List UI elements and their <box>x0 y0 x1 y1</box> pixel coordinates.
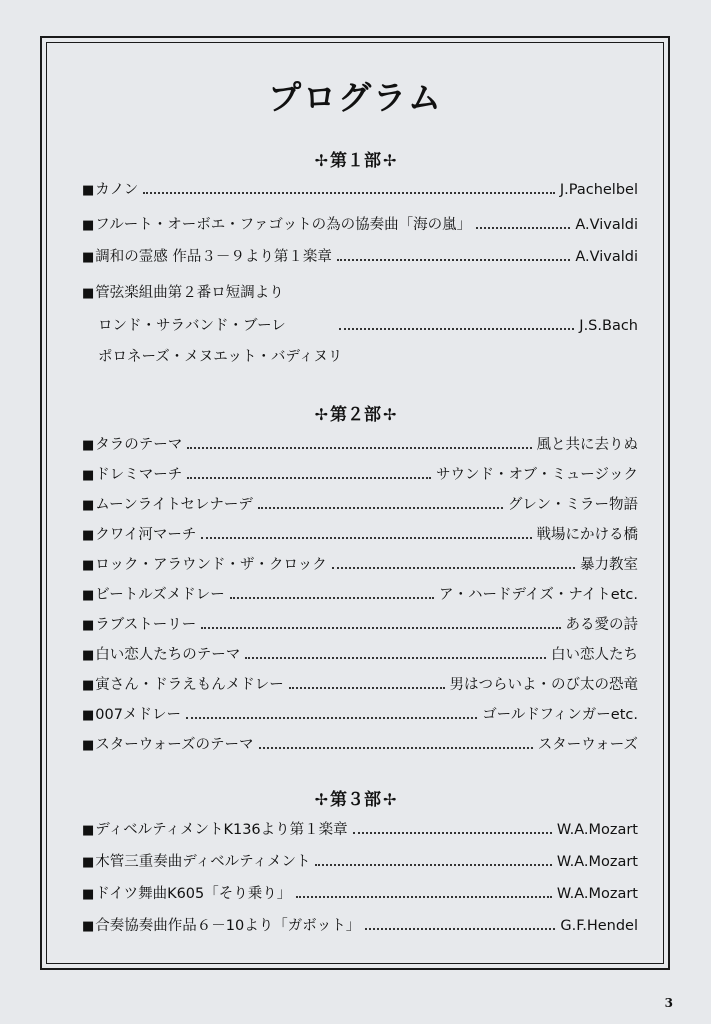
leader-dots <box>296 883 552 898</box>
leader-dots <box>476 214 570 229</box>
list-item <box>82 818 638 840</box>
part-2-heading <box>0 400 711 425</box>
part-1-title: 第１部 <box>330 151 381 171</box>
film-title: ゴールドフィンガーetc. <box>482 707 638 723</box>
composer: J.Pachelbel <box>559 182 638 198</box>
ornament-icon: ✢ <box>383 151 397 170</box>
list-item <box>82 914 638 936</box>
bullet-icon: ■ <box>82 738 95 753</box>
part-3-heading <box>0 785 711 810</box>
piece-title: クワイ河マーチ <box>95 527 197 543</box>
part-3-title: 第３部 <box>330 790 381 810</box>
list-item <box>82 733 638 755</box>
page-title: プログラム <box>268 78 443 117</box>
bullet-icon: ■ <box>82 588 95 603</box>
page-number: 3 <box>664 996 673 1010</box>
leader-dots <box>187 434 531 449</box>
list-item <box>82 643 638 665</box>
piece-title: ポロネーズ・メヌエット・バディヌリ <box>98 349 343 365</box>
leader-dots <box>337 246 570 261</box>
bullet-icon: ■ <box>82 919 95 934</box>
leader-dots <box>201 614 560 629</box>
part-1-heading <box>0 146 711 171</box>
piece-title: 管弦楽組曲第２番ロ短調より <box>95 285 284 301</box>
piece-title: ロック・アラウンド・ザ・クロック <box>95 557 327 573</box>
composer: J.S.Bach <box>579 318 638 334</box>
piece-title: ムーンライトセレナーデ <box>95 497 253 513</box>
film-title: 暴力教室 <box>580 557 638 573</box>
piece-title: 木管三重奏曲ディベルティメント <box>95 854 311 870</box>
list-item <box>82 523 638 545</box>
piece-title: ドレミマーチ <box>95 467 183 483</box>
piece-title: 007メドレー <box>95 707 181 723</box>
bullet-icon: ■ <box>82 250 95 265</box>
leader-dots <box>245 644 546 659</box>
bullet-icon: ■ <box>82 648 95 663</box>
leader-dots <box>353 819 552 834</box>
film-title: 男はつらいよ・のび太の恐竜 <box>449 677 638 693</box>
leader-dots <box>332 554 575 569</box>
leader-dots <box>365 915 555 930</box>
bullet-icon: ■ <box>82 498 95 513</box>
film-title: サウンド・オブ・ミュージック <box>436 467 638 483</box>
list-item <box>82 213 638 235</box>
film-title: 白い恋人たち <box>551 647 638 663</box>
list-item <box>82 433 638 455</box>
piece-title: ディベルティメントK136より第１楽章 <box>95 822 348 838</box>
bullet-icon: ■ <box>82 218 95 233</box>
list-item <box>82 673 638 695</box>
film-title: 風と共に去りぬ <box>536 437 638 453</box>
leader-dots <box>315 851 551 866</box>
bullet-icon: ■ <box>82 468 95 483</box>
piece-title: ドイツ舞曲K605「そり乗り」 <box>95 886 292 902</box>
film-title: ア・ハードデイズ・ナイトetc. <box>438 587 638 603</box>
piece-title: タラのテーマ <box>95 437 183 453</box>
composer: W.A.Mozart <box>556 822 638 838</box>
piece-title: スターウォーズのテーマ <box>95 737 254 753</box>
film-title: ある愛の詩 <box>565 617 638 633</box>
leader-dots <box>143 179 555 194</box>
piece-title: フルート・オーボエ・ファゴットの為の協奏曲「海の嵐」 <box>95 217 472 233</box>
piece-title: 寅さん・ドラえもんメドレー <box>95 677 284 693</box>
ornament-icon: ✢ <box>314 790 328 809</box>
film-title: スターウォーズ <box>537 737 638 753</box>
list-item <box>82 463 638 485</box>
piece-title: 合奏協奏曲作品６－10より「ガボット」 <box>95 918 361 934</box>
list-item <box>82 613 638 635</box>
leader-dots <box>230 584 434 599</box>
bullet-icon: ■ <box>82 855 95 870</box>
sub-list-item <box>98 345 638 367</box>
list-item <box>82 583 638 605</box>
bullet-icon: ■ <box>82 528 95 543</box>
piece-title: カノン <box>95 182 139 198</box>
leader-dots <box>201 524 531 539</box>
ornament-icon: ✢ <box>383 405 397 424</box>
film-title: グレン・ミラー物語 <box>507 497 638 513</box>
piece-title: ロンド・サラバンド・ブーレ <box>98 318 286 334</box>
list-item <box>82 850 638 872</box>
bullet-icon: ■ <box>82 438 95 453</box>
bullet-icon: ■ <box>82 678 95 693</box>
bullet-icon: ■ <box>82 286 95 301</box>
list-item <box>82 703 638 725</box>
leader-dots <box>289 674 445 689</box>
bullet-icon: ■ <box>82 618 95 633</box>
piece-title: 白い恋人たちのテーマ <box>95 647 241 663</box>
sub-list-item <box>98 314 638 336</box>
ornament-icon: ✢ <box>383 790 397 809</box>
part-2-title: 第２部 <box>330 405 381 425</box>
composer: A.Vivaldi <box>575 217 638 233</box>
composer: A.Vivaldi <box>575 249 638 265</box>
list-item <box>82 493 638 515</box>
bullet-icon: ■ <box>82 887 95 902</box>
ornament-icon: ✢ <box>314 151 328 170</box>
leader-dots <box>187 464 431 479</box>
bullet-icon: ■ <box>82 558 95 573</box>
composer: W.A.Mozart <box>556 886 638 902</box>
leader-dots <box>339 315 575 330</box>
list-item <box>82 553 638 575</box>
composer: W.A.Mozart <box>556 854 638 870</box>
list-item <box>82 245 638 267</box>
piece-title: ビートルズメドレー <box>95 587 225 603</box>
ornament-icon: ✢ <box>314 405 328 424</box>
composer: G.F.Hendel <box>560 918 638 934</box>
piece-title: ラブストーリー <box>95 617 197 633</box>
bullet-icon: ■ <box>82 183 95 198</box>
leader-dots <box>258 494 503 509</box>
list-item <box>82 178 638 200</box>
list-item <box>82 281 638 303</box>
film-title: 戦場にかける橋 <box>536 527 638 543</box>
bullet-icon: ■ <box>82 708 95 723</box>
leader-dots <box>186 704 477 719</box>
list-item <box>82 882 638 904</box>
piece-title: 調和の霊感 作品３－９より第１楽章 <box>95 249 332 265</box>
leader-dots <box>259 734 533 749</box>
bullet-icon: ■ <box>82 823 95 838</box>
